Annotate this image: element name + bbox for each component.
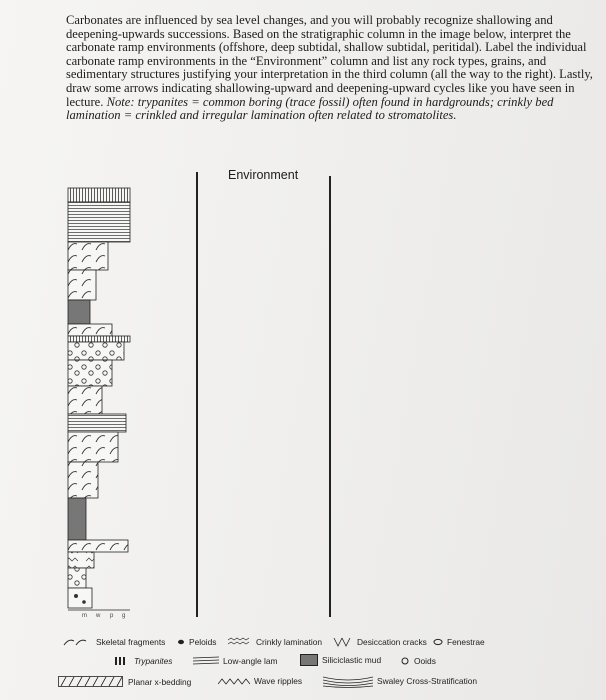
legend-crinkly xyxy=(228,637,322,647)
peloid-icon xyxy=(177,637,185,647)
legend-skeletal-label: Skeletal fragments xyxy=(96,637,166,647)
legend-wave-label: Wave ripples xyxy=(254,676,303,686)
legend-fenestrae xyxy=(433,637,485,647)
legend-peloids xyxy=(177,637,216,647)
grain-size-w: w xyxy=(96,613,101,619)
grain-size-m: m xyxy=(82,613,87,619)
legend-wave xyxy=(218,676,302,686)
instructions-text: Carbonates are influenced by sea level changes, and you will probably recognize shallowing and deepening-upwards successions. Based on the stratigraphic column in the image below, interpret the carbonate ramp environments (offshore, deep subtidal, shallow subtidal, peritidal). Label the individual carbonate ramp environments in the “Environment” column and list any rock types, grains, and sedimentary structures justifying your interpretation in the third column (all the way to the right). Lastly, draw some arrows indicating shallowing-upward and deepening-upward cycles like you have seen in lecture. xyxy=(66,13,593,109)
legend-swaley-label: Swaley Cross-Stratification xyxy=(377,676,478,686)
environment-left-line xyxy=(196,172,198,617)
legend-crinkly-label: Crinkly lamination xyxy=(256,637,323,647)
legend-planar xyxy=(58,676,191,688)
environment-right-line xyxy=(329,176,331,617)
legend-ooids xyxy=(400,656,436,666)
legend-desiccation-label: Desiccation cracks xyxy=(357,637,427,647)
siliciclastic-mud-icon xyxy=(300,654,318,666)
ooid-icon xyxy=(400,656,410,666)
planar-cross-bedding-icon xyxy=(58,676,124,688)
wave-ripples-icon xyxy=(218,676,250,686)
legend-skeletal xyxy=(62,637,165,647)
legend-lowangle-label: Low-angle lam xyxy=(223,656,278,666)
trypanites-icon xyxy=(114,656,130,666)
legend-siliciclastic xyxy=(300,654,381,666)
legend-trypanites xyxy=(114,656,172,666)
stratigraphic-column xyxy=(66,180,166,620)
legend-peloids-label: Peloids xyxy=(189,637,217,647)
legend-fenestrae-label: Fenestrae xyxy=(447,637,485,647)
note-label: Note: xyxy=(106,94,138,109)
legend-planar-label: Planar x-bedding xyxy=(128,677,192,687)
fenestrae-icon xyxy=(433,637,443,647)
legend-trypanites-label: Trypanites xyxy=(134,656,173,666)
grain-size-g: g xyxy=(122,613,126,619)
legend-swaley xyxy=(323,674,477,688)
skeletal-fragments-icon xyxy=(62,637,92,647)
environment-column-header: Environment xyxy=(228,168,299,182)
instructions-paragraph xyxy=(66,14,596,123)
legend-ooids-label: Ooids xyxy=(414,656,436,666)
grain-size-p: p xyxy=(110,613,114,619)
desiccation-cracks-icon xyxy=(333,637,353,647)
legend-lowangle xyxy=(193,656,277,666)
legend-desiccation xyxy=(333,637,427,647)
swaley-cross-stratification-icon xyxy=(323,674,373,688)
note-text: trypanites = common boring (trace fossil) often found in hardgrounds; crinkly bed lamination = crinkled and irregular lamination often related to stromatolites. xyxy=(66,94,554,123)
crinkly-lamination-icon xyxy=(228,637,252,647)
low-angle-lamination-icon xyxy=(193,656,219,666)
legend-siliciclastic-label: Siliciclastic mud xyxy=(322,655,382,665)
